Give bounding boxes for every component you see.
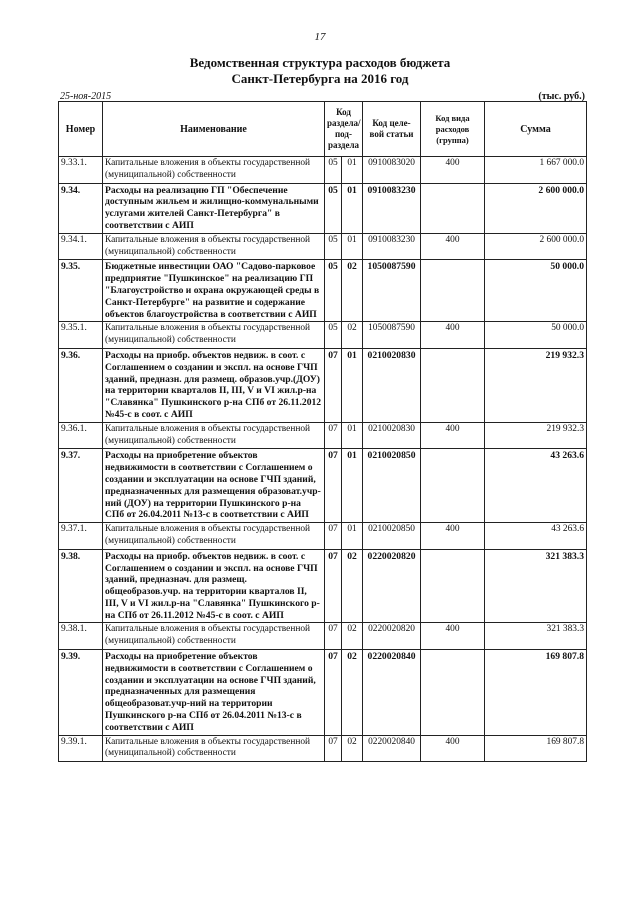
row-subsection: 01 (342, 157, 363, 184)
row-group: 400 (421, 233, 485, 260)
row-name: Расходы на приобретение объектов недвижимости в соответствии с Соглашением о создании и эксплуатации на основе ГЧП зданий, предназначенных для размещения общеобразоват.учр-ний на территории Пушкинского р-на СПб от 26.04.2011 №13-с в соответствии с АИП (103, 650, 325, 736)
table-row (59, 623, 587, 650)
row-subsection: 02 (342, 549, 363, 623)
table-row (59, 157, 587, 184)
row-group (421, 183, 485, 233)
row-target: 0220020840 (363, 650, 421, 736)
row-subsection: 01 (342, 523, 363, 550)
table-row (59, 449, 587, 523)
row-target: 0220020820 (363, 623, 421, 650)
row-group (421, 348, 485, 422)
row-target: 0220020820 (363, 549, 421, 623)
row-number: 9.37.1. (59, 523, 103, 550)
row-target: 0220020840 (363, 735, 421, 762)
row-number: 9.36. (59, 348, 103, 422)
table-row (59, 422, 587, 449)
row-number: 9.37. (59, 449, 103, 523)
row-subsection: 02 (342, 260, 363, 322)
row-section: 07 (325, 549, 342, 623)
row-number: 9.39.1. (59, 735, 103, 762)
title-line-2: Санкт-Петербурга на 2016 год (231, 71, 409, 86)
row-subsection: 01 (342, 449, 363, 523)
row-subsection: 02 (342, 735, 363, 762)
table-row (59, 549, 587, 623)
row-sum: 321 383.3 (485, 623, 587, 650)
table-row (59, 735, 587, 762)
row-sum: 50 000.0 (485, 260, 587, 322)
row-target: 0910083020 (363, 157, 421, 184)
header-group: Код вида расходов (группа) (421, 102, 485, 157)
row-group (421, 260, 485, 322)
row-group: 400 (421, 322, 485, 349)
row-section: 05 (325, 322, 342, 349)
row-section: 05 (325, 233, 342, 260)
row-section: 05 (325, 183, 342, 233)
row-section: 05 (325, 260, 342, 322)
row-group: 400 (421, 735, 485, 762)
row-target: 0210020850 (363, 449, 421, 523)
header-sum: Сумма (485, 102, 587, 157)
units-label: (тыс. руб.) (538, 91, 585, 102)
row-sum: 2 600 000.0 (485, 233, 587, 260)
row-subsection: 01 (342, 183, 363, 233)
row-sum: 43 263.6 (485, 523, 587, 550)
row-number: 9.36.1. (59, 422, 103, 449)
table-header-row (59, 102, 587, 157)
document-title (0, 55, 640, 87)
row-sum: 1 667 000.0 (485, 157, 587, 184)
row-number: 9.38.1. (59, 623, 103, 650)
row-sum: 169 807.8 (485, 650, 587, 736)
row-subsection: 02 (342, 322, 363, 349)
row-section: 07 (325, 348, 342, 422)
row-subsection: 02 (342, 650, 363, 736)
page-number: 17 (314, 31, 326, 43)
table-row (59, 322, 587, 349)
row-sum: 2 600 000.0 (485, 183, 587, 233)
row-number: 9.34.1. (59, 233, 103, 260)
row-sum: 219 932.3 (485, 422, 587, 449)
row-name: Расходы на реализацию ГП "Обеспечение доступным жильем и жилищно-коммунальными услугами жителей Санкт-Петербурга" в соответствии с АИП (103, 183, 325, 233)
row-target: 1050087590 (363, 260, 421, 322)
document-date: 25-ноя-2015 (60, 91, 112, 102)
header-section: Код раздела/ под- раздела (325, 102, 363, 157)
row-name: Капитальные вложения в объекты государственной (муниципальной) собственности (103, 322, 325, 349)
row-subsection: 01 (342, 233, 363, 260)
row-name: Расходы на приобр. объектов недвиж. в соот. с Соглашением о создании и экспл. на основе ГЧП зданий, предназн. для размещ. образов.учр.(ДОУ) на территории кварталов II, III, V и VI жил.р-на "Славянка" Пушкинского р-на СПб от 26.11.2012 №45-с в соот. с АИП (103, 348, 325, 422)
row-target: 0210020830 (363, 422, 421, 449)
row-sum: 219 932.3 (485, 348, 587, 422)
row-target: 0910083230 (363, 183, 421, 233)
row-number: 9.35. (59, 260, 103, 322)
table-row (59, 260, 587, 322)
row-number: 9.35.1. (59, 322, 103, 349)
row-section: 05 (325, 157, 342, 184)
row-target: 0910083230 (363, 233, 421, 260)
row-target: 1050087590 (363, 322, 421, 349)
row-name: Бюджетные инвестиции ОАО "Садово-парковое предприятие "Пушкинское" на реализацию ГП "Благоустройство и охрана окружающей среды в Санкт-Петербурге" на развитие и содержание объектов благоустройства в соответствии с АИП (103, 260, 325, 322)
title-line-1: Ведомственная структура расходов бюджета (189, 55, 451, 70)
row-group (421, 549, 485, 623)
row-section: 07 (325, 735, 342, 762)
row-target: 0210020850 (363, 523, 421, 550)
row-target: 0210020830 (363, 348, 421, 422)
row-name: Расходы на приобретение объектов недвижимости в соответствии с Соглашением о создании и эксплуатации на основе ГЧП зданий, предназначенных для размещения образоват.учр-ний (ДОУ) на территории Пушкинского р-на СПб от 26.04.2011 №13-с в соответствии с АИП (103, 449, 325, 523)
header-target: Код целе- вой статьи (363, 102, 421, 157)
row-group: 400 (421, 623, 485, 650)
budget-table (58, 101, 587, 762)
row-subsection: 02 (342, 623, 363, 650)
table-row (59, 523, 587, 550)
row-name: Капитальные вложения в объекты государственной (муниципальной) собственности (103, 623, 325, 650)
row-name: Расходы на приобр. объектов недвиж. в соот. с Соглашением о создании и экспл. на основе ГЧП зданий, предназнач. для размещ. общеобразов.учр. на территории кварталов II, III, V и VI жил.р-на "Славянка" Пушкинского р-на СПб от 26.11.2012 №45-с в соот. с АИП (103, 549, 325, 623)
row-number: 9.39. (59, 650, 103, 736)
table-row (59, 348, 587, 422)
row-number: 9.33.1. (59, 157, 103, 184)
table-body (59, 157, 587, 762)
row-name: Капитальные вложения в объекты государственной (муниципальной) собственности (103, 523, 325, 550)
table-row (59, 183, 587, 233)
row-subsection: 01 (342, 348, 363, 422)
table-row (59, 233, 587, 260)
row-section: 07 (325, 422, 342, 449)
row-name: Капитальные вложения в объекты государственной (муниципальной) собственности (103, 422, 325, 449)
header-number: Номер (59, 102, 103, 157)
row-group: 400 (421, 523, 485, 550)
row-section: 07 (325, 449, 342, 523)
row-sum: 321 383.3 (485, 549, 587, 623)
header-name: Наименование (103, 102, 325, 157)
row-group (421, 650, 485, 736)
row-section: 07 (325, 623, 342, 650)
row-number: 9.34. (59, 183, 103, 233)
row-number: 9.38. (59, 549, 103, 623)
row-group (421, 449, 485, 523)
row-subsection: 01 (342, 422, 363, 449)
row-name: Капитальные вложения в объекты государственной (муниципальной) собственности (103, 233, 325, 260)
row-section: 07 (325, 523, 342, 550)
row-sum: 169 807.8 (485, 735, 587, 762)
row-group: 400 (421, 157, 485, 184)
row-sum: 50 000.0 (485, 322, 587, 349)
row-section: 07 (325, 650, 342, 736)
row-group: 400 (421, 422, 485, 449)
row-name: Капитальные вложения в объекты государственной (муниципальной) собственности (103, 735, 325, 762)
table-row (59, 650, 587, 736)
row-name: Капитальные вложения в объекты государственной (муниципальной) собственности (103, 157, 325, 184)
row-sum: 43 263.6 (485, 449, 587, 523)
